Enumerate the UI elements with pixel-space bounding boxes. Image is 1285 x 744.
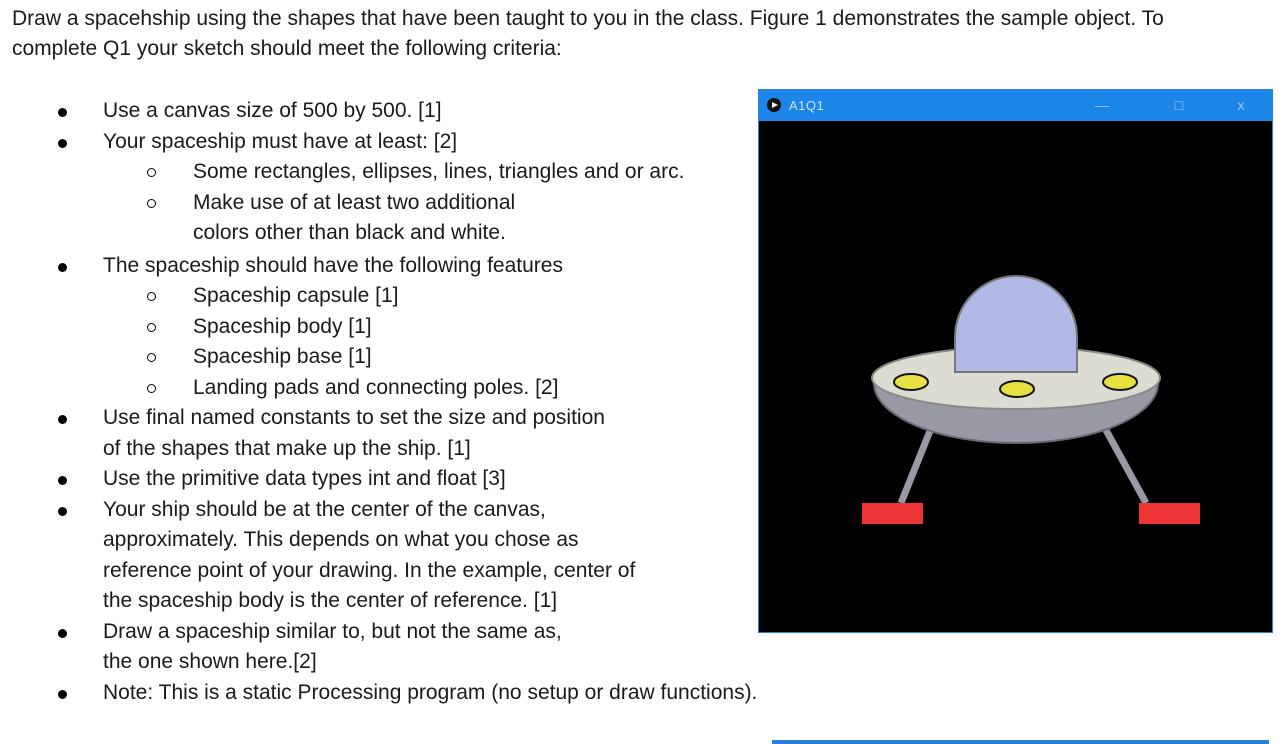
criteria-list: [0, 96, 760, 708]
circle-bullet-icon: [147, 353, 156, 362]
list-item-text: Landing pads and connecting poles. [2]: [193, 375, 559, 399]
bullet-icon: [58, 629, 67, 638]
circle-bullet-icon: [147, 323, 156, 332]
bullet-icon: [58, 108, 67, 117]
processing-window: [758, 89, 1273, 633]
list-item: [0, 617, 593, 678]
list-item: [0, 96, 503, 127]
sub-list-item: [0, 281, 760, 312]
window-titlebar[interactable]: [759, 90, 1272, 121]
body-light: [1103, 374, 1137, 390]
list-item-text: Make use of at least two additional colors other than black and white.: [193, 190, 516, 244]
list-item-text: Your ship should be at the center of the canvas, approximately. This depends on what you chose as reference point of your drawing. In the example, center of the spaceship body is the center of reference. [1]: [103, 497, 636, 612]
close-button[interactable]: x: [1237, 97, 1245, 113]
bullet-icon: [58, 476, 67, 485]
bullet-icon: [58, 415, 67, 424]
list-item-text: Use the primitive data types int and float [3]: [103, 467, 506, 490]
circle-bullet-icon: [147, 384, 156, 393]
list-item-text: Draw a spaceship similar to, but not the same as, the one shown here.[2]: [103, 619, 562, 673]
maximize-button[interactable]: □: [1174, 97, 1184, 113]
bullet-icon: [58, 507, 67, 516]
right-landing-pad: [1139, 503, 1200, 524]
sub-list-item: [0, 312, 760, 343]
bullet-icon: [58, 690, 67, 699]
left-landing-pad: [862, 503, 923, 524]
list-item-text: Spaceship capsule [1]: [193, 284, 399, 307]
list-item-text: Some rectangles, ellipses, lines, triangles and or arc.: [193, 160, 685, 183]
list-item: [0, 251, 760, 282]
bullet-icon: [58, 263, 67, 272]
list-item-text: Your spaceship must have at least: [2]: [103, 129, 458, 153]
list-item-text: Use final named constants to set the size and position of the shapes that make up the ship. [1]: [103, 406, 605, 460]
body-light: [1000, 381, 1034, 397]
list-item: [0, 403, 623, 464]
circle-bullet-icon: [147, 168, 156, 177]
sub-list-item: [0, 373, 760, 404]
list-item-text: Spaceship base [1]: [193, 345, 372, 368]
list-item-text: Spaceship body [1]: [193, 314, 372, 338]
bullet-icon: [58, 139, 67, 148]
spaceship-drawing: [759, 121, 1272, 632]
processing-app-icon: [767, 98, 781, 112]
sub-list-item: [0, 188, 553, 249]
sketch-canvas: [759, 121, 1272, 632]
list-item: [0, 678, 760, 709]
window-title: A1Q1: [789, 98, 825, 113]
sub-list-item: [0, 157, 760, 188]
minimize-button[interactable]: —: [1095, 97, 1109, 113]
body-light: [894, 374, 928, 390]
circle-bullet-icon: [147, 199, 156, 208]
list-item: [0, 464, 760, 495]
list-item-text: Use a canvas size of 500 by 500. [1]: [103, 99, 442, 122]
list-item: [0, 495, 648, 617]
question-intro: Draw a spacehship using the shapes that have been taught to you in the class. Figure 1 demonstrates the sample object. To complete Q1 your sketch should meet the following criteria:: [12, 7, 1164, 60]
circle-bullet-icon: [147, 292, 156, 301]
list-item-text: Note: This is a static Processing program (no setup or draw functions).: [103, 680, 758, 704]
list-item: [0, 127, 760, 158]
list-item-text: The spaceship should have the following features: [103, 253, 563, 277]
sub-list-item: [0, 342, 760, 373]
divider: [772, 740, 1269, 744]
